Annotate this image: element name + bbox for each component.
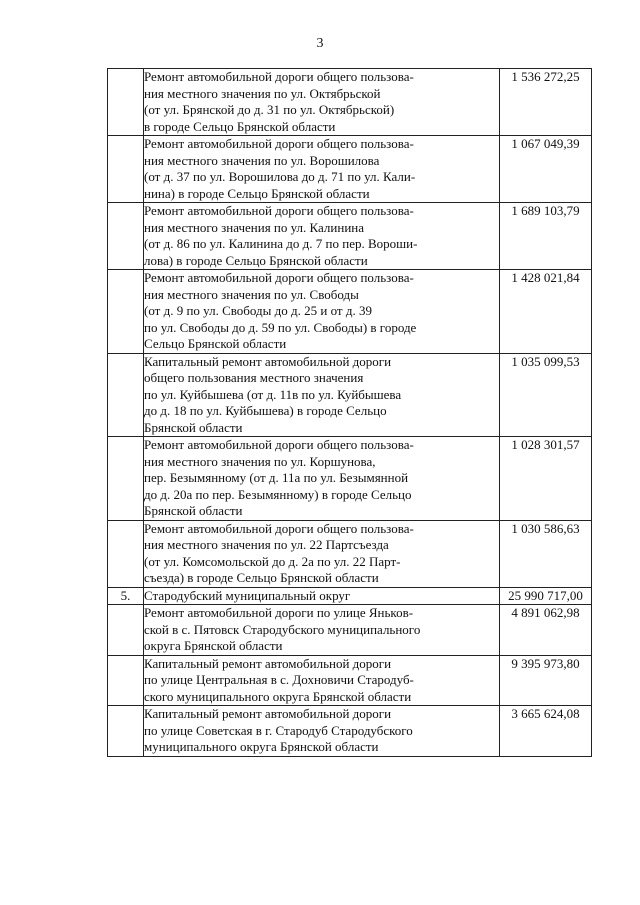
object-name-line: ния местного значения по ул. Ворошилова <box>144 152 380 168</box>
object-name-line: (от д. 37 по ул. Ворошилова до д. 71 по ул. Кали- <box>144 169 416 184</box>
amount-value: 9 395 973,80 <box>500 655 592 706</box>
road-repair-table <box>107 68 592 757</box>
amount-value: 1 536 272,25 <box>500 69 592 136</box>
object-name-line: ния местного значения по ул. Коршунова, <box>144 453 376 469</box>
object-name-line: Брянской области <box>144 419 243 435</box>
amount-value: 1 689 103,79 <box>500 203 592 270</box>
table-row <box>108 520 592 587</box>
object-name-line: нина) в городе Сельцо Брянской области <box>144 185 370 201</box>
object-name <box>144 136 500 203</box>
object-name-line: Брянской области <box>144 503 243 518</box>
row-number <box>108 270 144 354</box>
object-name-line: пер. Безымянному (от д. 11а по ул. Безымянной <box>144 470 409 485</box>
object-name-line: Ремонт автомобильной дороги общего пользова- <box>144 270 414 285</box>
table-row <box>108 655 592 706</box>
object-name-line: Стародубский муниципальный округ <box>144 587 351 603</box>
object-name-line: ской в с. Пятовск Стародубского муниципального <box>144 621 421 637</box>
object-name-line: (от д. 86 по ул. Калинина до д. 7 по пер. Вороши- <box>144 236 418 251</box>
row-number <box>108 706 144 757</box>
object-name-line: ния местного значения по ул. Калинина <box>144 219 365 235</box>
object-name-line: ния местного значения по ул. 22 Партсъезда <box>144 537 389 552</box>
object-name <box>144 605 500 656</box>
object-name-line: по улице Центральная в с. Дохновичи Стародуб- <box>144 672 414 687</box>
table-row <box>108 706 592 757</box>
table-row <box>108 587 592 605</box>
object-name-line: Ремонт автомобильной дороги общего пользова- <box>144 69 414 84</box>
object-name-line: по ул. Куйбышева (от д. 11в по ул. Куйбышева <box>144 386 402 402</box>
row-number <box>108 69 144 136</box>
object-name-line: по ул. Свободы до д. 59 по ул. Свободы) в городе <box>144 319 417 335</box>
object-name <box>144 520 500 587</box>
row-number: 5. <box>108 587 144 605</box>
table-row <box>108 69 592 136</box>
page-number: 3 <box>316 36 324 51</box>
object-name-line: Сельцо Брянской области <box>144 336 287 351</box>
object-name-line: Ремонт автомобильной дороги общего пользова- <box>144 437 414 452</box>
object-name <box>144 270 500 354</box>
row-number <box>108 353 144 437</box>
object-name-line: ния местного значения по ул. Октябрьской <box>144 85 381 101</box>
row-number <box>108 437 144 521</box>
object-name <box>144 706 500 757</box>
row-number <box>108 203 144 270</box>
amount-value: 1 428 021,84 <box>500 270 592 354</box>
table-row <box>108 437 592 521</box>
amount-value: 4 891 062,98 <box>500 605 592 656</box>
object-name <box>144 437 500 521</box>
object-name-line: до д. 20а по пер. Безымянному) в городе Сельцо <box>144 486 412 502</box>
object-name-line: по улице Советская в г. Стародуб Стародубского <box>144 722 413 738</box>
object-name-line: лова) в городе Сельцо Брянской области <box>144 252 368 268</box>
row-number <box>108 136 144 203</box>
object-name-line: (от д. 9 по ул. Свободы до д. 25 и от д. 39 <box>144 303 372 318</box>
object-name <box>144 203 500 270</box>
object-name-line: Капитальный ремонт автомобильной дороги <box>144 353 392 369</box>
amount-value: 1 035 099,53 <box>500 353 592 437</box>
object-name-line: до д. 18 по ул. Куйбышева) в городе Сельцо <box>144 403 387 418</box>
object-name-line: в городе Сельцо Брянской области <box>144 118 336 134</box>
table-row <box>108 605 592 656</box>
table-row <box>108 353 592 437</box>
amount-value: 25 990 717,00 <box>500 587 592 605</box>
object-name-line: Капитальный ремонт автомобильной дороги <box>144 655 392 671</box>
object-name <box>144 655 500 706</box>
object-name-line: (от ул. Брянской до д. 31 по ул. Октябрьской) <box>144 102 395 117</box>
object-name <box>144 587 500 605</box>
object-name-line: Ремонт автомобильной дороги общего пользова- <box>144 136 414 151</box>
object-name-line: муниципального округа Брянской области <box>144 739 379 754</box>
table-row <box>108 136 592 203</box>
object-name <box>144 353 500 437</box>
row-number <box>108 655 144 706</box>
object-name-line: Ремонт автомобильной дороги по улице Яньков- <box>144 605 414 620</box>
amount-value: 3 665 624,08 <box>500 706 592 757</box>
amount-value: 1 030 586,63 <box>500 520 592 587</box>
object-name-line: Ремонт автомобильной дороги общего пользова- <box>144 520 414 536</box>
object-name-line: ния местного значения по ул. Свободы <box>144 286 359 302</box>
table-row <box>108 203 592 270</box>
object-name-line: съезда) в городе Сельцо Брянской области <box>144 570 379 585</box>
row-number <box>108 605 144 656</box>
object-name-line: Ремонт автомобильной дороги общего пользова- <box>144 203 414 218</box>
object-name <box>144 69 500 136</box>
table-body <box>108 69 592 757</box>
object-name-line: общего пользования местного значения <box>144 370 364 385</box>
object-name-line: (от ул. Комсомольской до д. 2а по ул. 22 Парт- <box>144 553 401 569</box>
table-row <box>108 270 592 354</box>
amount-value: 1 028 301,57 <box>500 437 592 521</box>
object-name-line: округа Брянской области <box>144 638 283 653</box>
amount-value: 1 067 049,39 <box>500 136 592 203</box>
row-number <box>108 520 144 587</box>
object-name-line: ского муниципального округа Брянской области <box>144 688 412 704</box>
object-name-line: Капитальный ремонт автомобильной дороги <box>144 706 392 721</box>
